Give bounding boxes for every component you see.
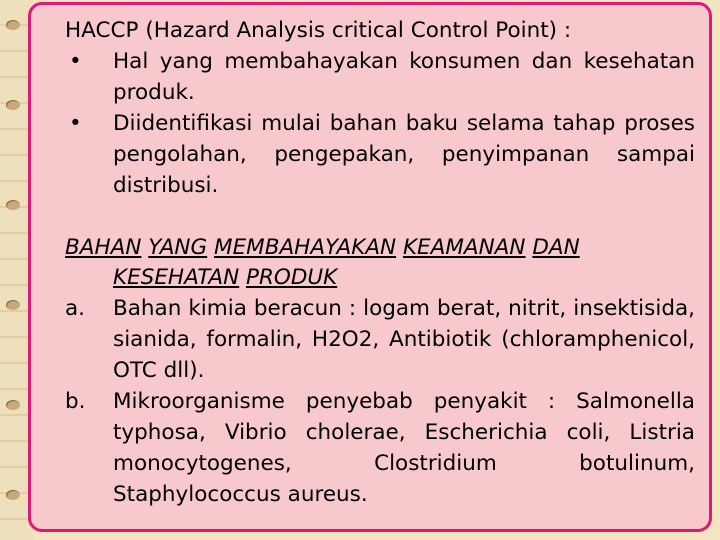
bullet-item	[65, 46, 695, 108]
subtitle-word: YANG	[148, 235, 208, 260]
bullet-item	[65, 108, 695, 201]
binding-ring	[6, 20, 20, 30]
binding-ring	[6, 490, 20, 500]
list-marker: b.	[65, 389, 86, 414]
list-marker: a.	[65, 296, 86, 321]
bullet-text: Hal yang membahayakan konsumen dan kesehatan produk.	[113, 49, 695, 105]
binding-ring	[6, 400, 20, 410]
list-text: Bahan kimia beracun : logam berat, nitrit, insektisida, sianida, formalin, H2O2, Antibiotik (chloramphenicol, OTC dll).	[113, 296, 695, 383]
slide-content	[65, 15, 695, 510]
subtitle-word: DAN	[532, 235, 580, 260]
bullet-text: Diidentifikasi mulai bahan baku selama tahap proses pengolahan, pengepakan, penyimpanan sampai distribusi.	[113, 111, 695, 198]
binding-ring	[6, 300, 20, 310]
binding-ring	[6, 200, 20, 210]
subtitle-word: PRODUK	[246, 265, 338, 290]
bullet-marker: •	[69, 111, 82, 136]
heading: HACCP (Hazard Analysis critical Control Point) :	[65, 18, 572, 43]
section-subtitle	[65, 233, 695, 293]
slide-panel	[28, 2, 712, 532]
subtitle-word: KESEHATAN	[113, 265, 240, 290]
binding-ring	[6, 100, 20, 110]
list-item	[65, 386, 695, 510]
subtitle-word: MEMBAHAYAKAN	[214, 235, 397, 260]
list-item	[65, 293, 695, 386]
subtitle-word: KEAMANAN	[402, 235, 526, 260]
subtitle-word: BAHAN	[65, 235, 142, 260]
bullet-marker: •	[69, 49, 82, 74]
list-text: Mikroorganisme penyebab penyakit : Salmonella typhosa, Vibrio cholerae, Escherichia coli, Listria monocytogenes, Clostridium botulinum, Staphylococcus aureus.	[113, 389, 695, 507]
